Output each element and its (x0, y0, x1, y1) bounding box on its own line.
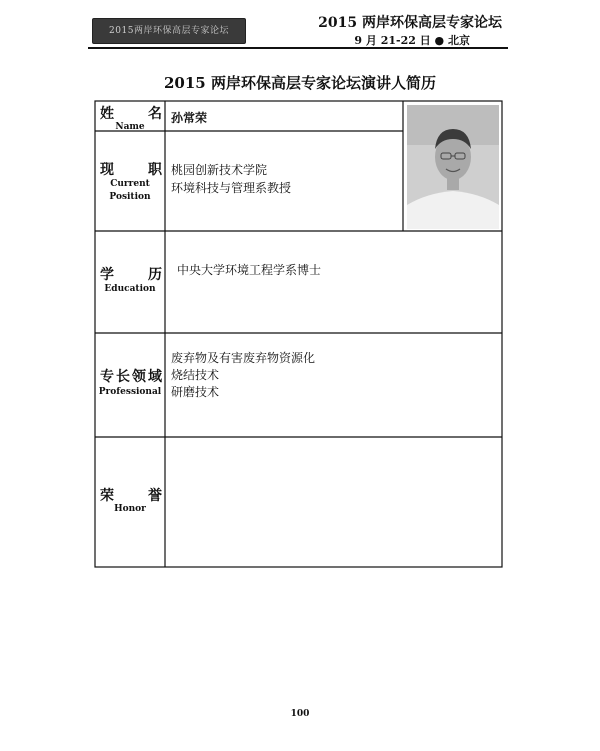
header-date: 9 月 21-22 日 ● 北京 (354, 34, 470, 47)
position-label-zh: 现 职 (100, 162, 162, 178)
professional-line-2: 烧结技术 (171, 368, 220, 382)
position-label-en-1: Current (110, 179, 150, 189)
professional-label-zh: 专 长 领 域 (100, 369, 162, 385)
professional-label-en: Professional (98, 387, 162, 397)
name-label-zh: 姓 名 (100, 106, 162, 122)
education-line-1: 中央大学环境工程学系博士 (177, 263, 322, 277)
page-number: 100 (290, 709, 310, 719)
header-rule (88, 47, 508, 49)
position-line-2: 环境科技与管理系教授 (171, 181, 292, 195)
honor-label-en: Honor (114, 504, 146, 514)
professional-line-3: 研磨技术 (171, 385, 220, 399)
honor-label-zh: 荣 誉 (100, 488, 162, 504)
speaker-photo (407, 105, 499, 229)
name-value: 孙常荣 (171, 111, 208, 125)
education-label-en: Education (104, 284, 156, 294)
education-label-zh: 学 历 (100, 267, 162, 283)
position-line-1: 桃园创新技术学院 (171, 163, 268, 177)
professional-line-1: 废弃物及有害废弃物资源化 (171, 351, 316, 365)
header-title: 2015 两岸环保高层专家论坛 (318, 15, 502, 31)
header-badge: 2015两岸环保高层专家论坛 (92, 18, 246, 44)
document-title: 2015 两岸环保高层专家论坛演讲人简历 (164, 74, 436, 92)
name-label-en: Name (115, 122, 145, 132)
position-label-en-2: Position (109, 192, 151, 202)
